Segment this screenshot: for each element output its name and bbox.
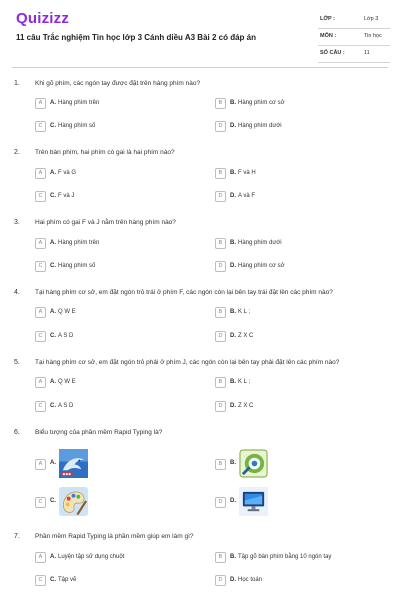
option-letter: C.: [50, 333, 56, 339]
option-letter: B.: [230, 170, 236, 176]
meta-row-count: [318, 48, 390, 63]
option-a[interactable]: [35, 449, 95, 479]
option-text: Học toán: [238, 577, 263, 583]
option-box[interactable]: A: [35, 168, 46, 179]
option-box[interactable]: C: [35, 497, 46, 508]
option-letter: D.: [230, 333, 236, 339]
option-box[interactable]: C: [35, 191, 46, 202]
option-letter: C.: [50, 193, 56, 199]
option-box[interactable]: A: [35, 377, 46, 388]
option-text: Hàng phím số: [58, 123, 96, 129]
option-text: Hàng phím số: [58, 263, 96, 269]
option-box[interactable]: C: [35, 331, 46, 342]
option-box[interactable]: A: [35, 98, 46, 109]
option-text: A và F: [238, 193, 256, 199]
option-box[interactable]: A: [35, 552, 46, 563]
option-text: Z X C: [238, 333, 254, 339]
option-letter: C.: [50, 123, 56, 129]
option-letter: C.: [50, 577, 56, 583]
option-box[interactable]: B: [215, 307, 226, 318]
option-text: Q W E: [58, 309, 76, 315]
option-box[interactable]: D: [215, 575, 226, 586]
option-box[interactable]: D: [215, 331, 226, 342]
option-text: Hàng phím cơ sở: [238, 263, 285, 269]
question-number: 4.: [14, 289, 20, 296]
option-letter: A.: [50, 100, 56, 106]
option-box[interactable]: D: [215, 497, 226, 508]
option-letter: A.: [50, 240, 56, 246]
option-box[interactable]: B: [215, 377, 226, 388]
option-box[interactable]: B: [215, 552, 226, 563]
option-text: Q W E: [58, 379, 76, 385]
option-text: Hàng phím trên: [58, 240, 100, 246]
option-letter: A.: [50, 460, 56, 466]
option-letter: B.: [230, 554, 236, 560]
meta-label-subject: MÔN :: [320, 33, 337, 39]
option-letter: D.: [230, 193, 236, 199]
option-letter: C.: [50, 498, 56, 504]
option-text: A S D: [58, 403, 74, 409]
worksheet-meta: [318, 14, 390, 65]
meta-value-count: 11: [364, 50, 370, 56]
option-letter: D.: [230, 123, 236, 129]
option-box[interactable]: A: [35, 238, 46, 249]
worksheet-header: [0, 0, 400, 66]
option-box[interactable]: B: [215, 168, 226, 179]
option-text: F và J: [58, 193, 75, 199]
option-text: Hàng phím cơ sở: [238, 100, 285, 106]
option-letter: D.: [230, 498, 236, 504]
option-letter: C.: [50, 263, 56, 269]
question-number: 6.: [14, 429, 20, 436]
question-text: Khi gõ phím, các ngón tay được đặt trên hàng phím nào?: [35, 80, 201, 87]
question-number: 3.: [14, 219, 20, 226]
rapid-typing-dolphin-icon: [59, 449, 88, 478]
option-text: Z X C: [238, 403, 254, 409]
option-box[interactable]: A: [35, 459, 46, 470]
option-letter: D.: [230, 403, 236, 409]
option-text: F và G: [58, 170, 77, 176]
question-text: Tại hàng phím cơ sở, em đặt ngón trỏ trái ở phím F, các ngón còn lại bên tay trái đặt lên các phím nào?: [35, 289, 333, 296]
option-box[interactable]: D: [215, 191, 226, 202]
option-letter: B.: [230, 309, 236, 315]
option-letter: B.: [230, 240, 236, 246]
option-letter: A.: [50, 309, 56, 315]
green-circle-app-icon: [239, 449, 268, 478]
option-letter: B.: [230, 100, 236, 106]
meta-label-count: SỐ CÂU :: [320, 50, 345, 56]
header-divider: [12, 67, 388, 68]
option-box[interactable]: D: [215, 261, 226, 272]
option-text: F và H: [238, 170, 256, 176]
option-letter: D.: [230, 577, 236, 583]
option-box[interactable]: A: [35, 307, 46, 318]
option-box[interactable]: B: [215, 238, 226, 249]
question-text: Hai phím có gai F và J nằm trên hàng phím nào?: [35, 219, 176, 226]
option-letter: C.: [50, 403, 56, 409]
meta-row-subject: [318, 31, 390, 46]
option-letter: B.: [230, 460, 236, 466]
option-letter: A.: [50, 170, 56, 176]
option-box[interactable]: B: [215, 98, 226, 109]
option-text: Hàng phím dưới: [238, 123, 282, 129]
option-text: A S D: [58, 333, 74, 339]
worksheet-title: 11 câu Trắc nghiệm Tin học lớp 3 Cánh diều A3 Bài 2 có đáp án: [16, 33, 256, 42]
option-d[interactable]: [215, 487, 275, 517]
option-box[interactable]: C: [35, 121, 46, 132]
meta-value-subject: Tin học: [364, 33, 382, 39]
option-c[interactable]: [35, 487, 95, 517]
question-number: 1.: [14, 80, 20, 87]
meta-row-grade: [318, 14, 390, 29]
option-letter: A.: [50, 554, 56, 560]
option-text: Hàng phím trên: [58, 100, 100, 106]
question-text: Biểu tượng của phần mềm Rapid Typing là?: [35, 429, 163, 436]
computer-monitor-icon: [239, 487, 268, 516]
option-text: Tập vẽ: [58, 577, 77, 583]
question-number: 5.: [14, 359, 20, 366]
paint-palette-icon: [59, 487, 88, 516]
option-box[interactable]: C: [35, 261, 46, 272]
option-text: Tập gõ bàn phím bằng 10 ngón tay: [238, 554, 332, 560]
option-box[interactable]: D: [215, 401, 226, 412]
option-letter: B.: [230, 379, 236, 385]
question-number: 7.: [14, 533, 20, 540]
option-box[interactable]: B: [215, 459, 226, 470]
question-number: 2.: [14, 149, 20, 156]
meta-label-grade: LỚP :: [320, 16, 335, 22]
option-letter: A.: [50, 379, 56, 385]
option-box[interactable]: C: [35, 575, 46, 586]
question-text: Phần mềm Rapid Typing là phần mềm giúp em làm gì?: [35, 533, 194, 540]
option-letter: D.: [230, 263, 236, 269]
option-text: Luyện tập sử dụng chuột: [58, 554, 125, 560]
option-b[interactable]: [215, 449, 275, 479]
option-text: Hàng phím dưới: [238, 240, 282, 246]
meta-value-grade: Lớp 3: [364, 16, 379, 22]
option-text: K L ;: [238, 379, 251, 385]
quizizz-logo[interactable]: Quizizz: [16, 10, 70, 27]
option-box[interactable]: C: [35, 401, 46, 412]
question-text: Trên bàn phím, hai phím có gai là hai phím nào?: [35, 149, 175, 156]
option-box[interactable]: D: [215, 121, 226, 132]
question-text: Tại hàng phím cơ sở, em đặt ngón trỏ phải ở phím J, các ngón còn lại bên tay phải đặt lên các phím nào?: [35, 359, 340, 366]
option-text: K L ;: [238, 309, 251, 315]
